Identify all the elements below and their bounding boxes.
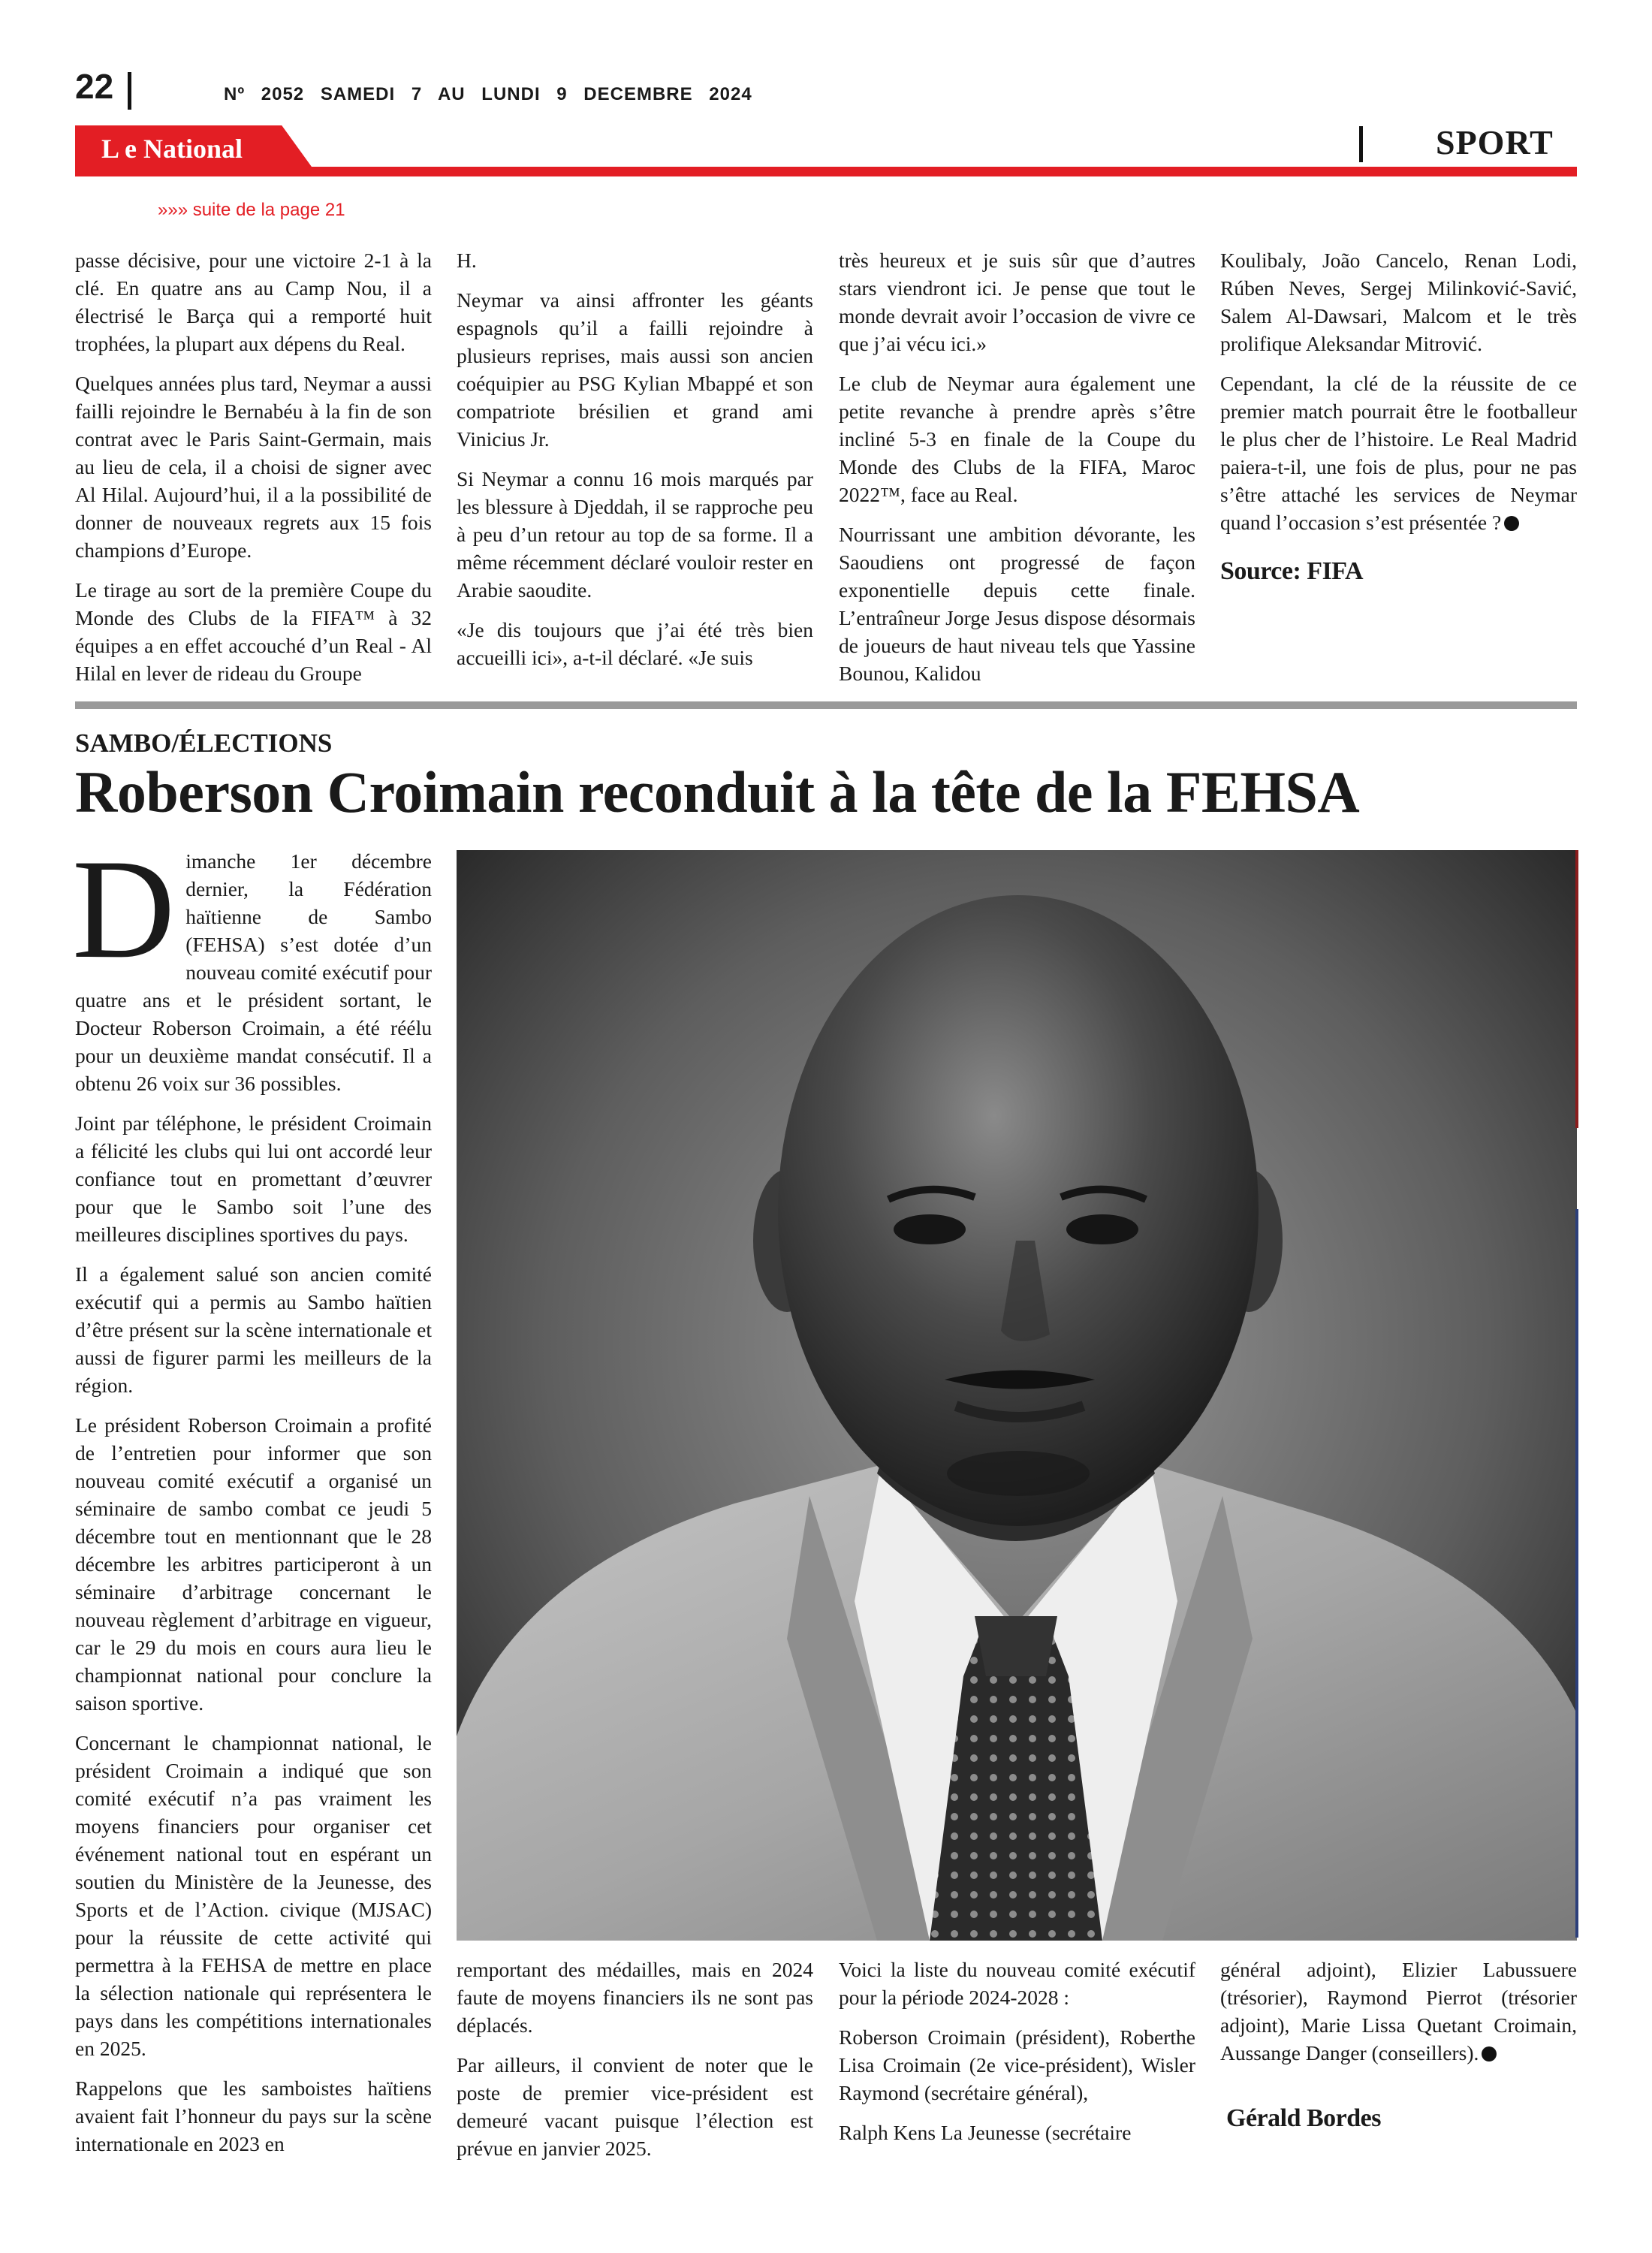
drop-cap: D <box>72 831 176 988</box>
article-column-4 <box>1220 1956 1577 2132</box>
paragraph: très heureux et je suis sûr que d’autres stars viendront ici. Je pense que tout le monde devrait avoir l’occasion de vivre ce que j’ai vécu ici.» <box>839 249 1195 355</box>
paragraph <box>1220 369 1577 536</box>
paragraph: Par ailleurs, il convient de noter que le poste de premier vice-président est demeuré vacant puisque l’élection est prévue en janvier 2025. <box>457 2053 813 2160</box>
end-mark-icon <box>1482 2046 1497 2061</box>
paragraph: Concernant le championnat national, le président Croimain a indiqué que son comité exécutif n’a pas vraiment les moyens financiers pour organiser cet événement national tout en espérant un soutien du Ministère de la Jeunesse, des Sports et de l’Action. civique (MJSAC) pour la réussite de cette activité qui permettra à la FEHSA de mettre en place la sélection nationale qui représentera le pays dans les compétitions internationales en 2025. <box>75 1731 432 2060</box>
paragraph: «Je dis toujours que j’ai été très bien accueilli ici», a-t-il déclaré. «Je suis <box>457 618 813 669</box>
article-column-3 <box>839 1956 1195 2158</box>
paragraph: Neymar va ainsi affronter les géants espagnols qu’il a failli rejoindre à plusieurs reprises, mais aussi son ancien coéquipier au PSG Kylian Mbappé et son compatriote brésilien et grand ami Vinicius Jr. <box>457 288 813 451</box>
article-kicker: SAMBO/ÉLECTIONS <box>75 728 333 758</box>
source-credit: Source: FIFA <box>1220 557 1364 585</box>
article-column-2 <box>457 1956 813 2174</box>
continuation-note: »»» suite de la page 21 <box>158 200 345 220</box>
paragraph: H. <box>457 249 477 272</box>
photo-edge-accent <box>1575 1209 1578 1938</box>
portrait-image <box>457 850 1577 1941</box>
paragraph: Ralph Kens La Jeunesse (secrétaire <box>839 2121 1132 2144</box>
section-label: SPORT <box>1436 123 1554 161</box>
section-divider <box>1359 126 1363 162</box>
neymar-column-1 <box>75 246 432 699</box>
neymar-column-2 <box>457 246 813 683</box>
brand-name: L e National <box>101 134 243 164</box>
paragraph: Le tirage au sort de la première Coupe du Monde des Clubs de la FIFA™ à 32 équipes a en effet accouché d’un Real - Al Hilal en lever de rideau du Groupe <box>75 578 432 685</box>
lead-text: imanche 1er décembre dernier, la Fédération haïtienne de Sambo (FEHSA) s’est dotée d’un nouveau comité exécutif pour quatre ans et le président sortant, le Docteur Roberson Croimain, a été réélu pour un deuxième mandat consécutif. Il a obtenu 26 voix sur 36 possibles. <box>75 849 432 1095</box>
paragraph <box>1220 1956 1577 2067</box>
page-number: 22 <box>75 67 114 106</box>
paragraph-text: Cependant, la clé de la réussite de ce premier match pourrait être le footballeur le plus cher de l’histoire. Le Real Madrid paiera-t-il, une fois de plus, pour ne pas s’être attaché les services de Neymar quand l’occasion s’est présentée ? <box>1220 372 1577 534</box>
article-divider <box>75 701 1577 709</box>
paragraph: passe décisive, pour une victoire 2-1 à la clé. En quatre ans au Camp Nou, il a électrisé le Barça qui a remporté huit trophées, la plupart aux dépens du Real. <box>75 249 432 355</box>
neymar-column-3 <box>839 246 1195 699</box>
article-column-1 <box>72 831 432 2170</box>
paragraph: remportant des médailles, mais en 2024 faute de moyens financiers ils ne sont pas déplacés. <box>457 1958 813 2037</box>
paragraph: Le club de Neymar aura également une petite revanche à prendre après s’être incliné 5-3 en finale de la Coupe du Monde des Clubs de la FIFA, Maroc 2022™, face au Real. <box>839 372 1195 506</box>
paragraph: Voici la liste du nouveau comité exécutif pour la période 2024-2028 : <box>839 1958 1195 2009</box>
page-number-divider <box>128 72 131 110</box>
paragraph: Le président Roberson Croimain a profité de l’entretien pour informer que son nouveau comité exécutif a organisé un séminaire de sambo combat ce jeudi 5 décembre tout en mentionnant que le 28 décembre les arbitres participeront à un séminaire d’arbitrage concernant le nouveau règlement d’arbitrage en vigueur, car le 29 du mois en cours aura lieu le championnat national pour conclure la saison sportive. <box>75 1413 432 1715</box>
author-byline: Gérald Bordes <box>1226 2104 1381 2132</box>
portrait-photo <box>457 850 1577 1941</box>
neymar-column-4 <box>1220 246 1577 585</box>
photo-edge-accent <box>1575 850 1578 1128</box>
paragraph: Joint par téléphone, le président Croimain a félicité les clubs qui lui ont accordé leur confiance tout en promettant d’œuvrer pour que le Sambo soit l’une des meilleures disciplines sportives du pays. <box>75 1111 432 1246</box>
paragraph: Nourrissant une ambition dévorante, les Saoudiens ont progressé de façon exponentielle depuis cette finale. L’entraîneur Jorge Jesus dispose désormais de joueurs de haut niveau tels que Yassine Bounou, Kalidou <box>839 523 1195 685</box>
paragraph: Rappelons que les samboistes haïtiens avaient fait l’honneur du pays sur la scène internationale en 2023 en <box>75 2077 432 2155</box>
end-mark-icon <box>1504 516 1519 531</box>
paragraph: Il a également salué son ancien comité exécutif qui a permis au Sambo haïtien d’être présent sur la scène internationale et aussi de figurer parmi les meilleurs de la région. <box>75 1262 432 1397</box>
paragraph: Si Neymar a connu 16 mois marqués par les blessure à Djeddah, il se rapproche peu à peu d’un retour au top de sa forme. Il a même récemment déclaré vouloir rester en Arabie saoudite. <box>457 467 813 602</box>
paragraph: Roberson Croimain (président), Roberthe Lisa Croimain (2e vice-président), Wisler Raymond (secrétaire général), <box>839 2025 1195 2104</box>
paragraph-text: général adjoint), Elizier Labussuere (trésorier), Raymond Pierrot (trésorier adjoint), Marie Lissa Quetant Croimain, Aussange Danger (conseillers). <box>1220 1958 1577 2064</box>
issue-date-line: Nº 2052 SAMEDI 7 AU LUNDI 9 DECEMBRE 2024 <box>224 84 752 104</box>
paragraph: Quelques années plus tard, Neymar a aussi failli rejoindre le Bernabéu à la fin de son contrat avec le Paris Saint-Germain, mais au lieu de cela, il a choisi de signer avec Al Hilal. Aujourd’hui, il a la possibilité de donner de nouveaux regrets aux 15 fois champions d’Europe. <box>75 372 432 562</box>
article-headline: Roberson Croimain reconduit à la tête de la FEHSA <box>75 759 1360 825</box>
lead-paragraph <box>72 831 432 1097</box>
paragraph: Koulibaly, João Cancelo, Renan Lodi, Rúben Neves, Sergej Milinković-Savić, Salem Al-Dawsari, Malcom et le très prolifique Aleksandar Mitrović. <box>1220 249 1577 355</box>
